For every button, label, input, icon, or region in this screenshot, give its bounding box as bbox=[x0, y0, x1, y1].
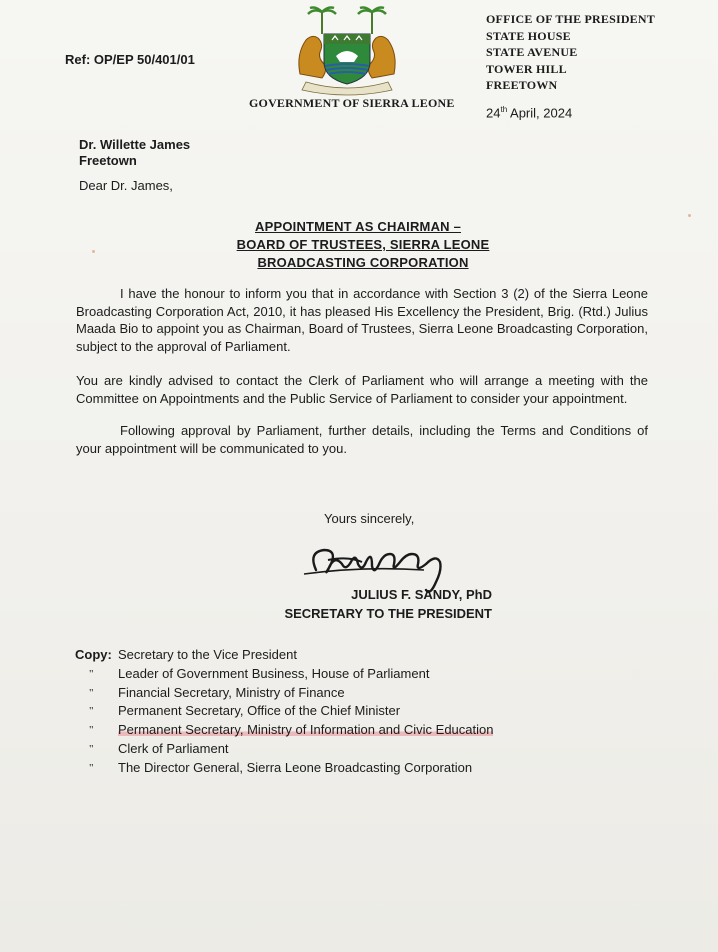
letter-date: 24th April, 2024 bbox=[486, 105, 573, 121]
paper-speck bbox=[688, 214, 691, 217]
body-paragraph: You are kindly advised to contact the Clerk of Parliament who will arrange a meeting with the Committee on Appointments and the Public Service of Parliament to consider your appointment. bbox=[76, 373, 648, 406]
copy-row bbox=[75, 740, 493, 759]
office-line: STATE AVENUE bbox=[486, 45, 578, 59]
valediction: Yours sincerely, bbox=[324, 511, 415, 526]
office-line: OFFICE OF THE PRESIDENT bbox=[486, 12, 655, 26]
copy-recipient: Permanent Secretary, Office of the Chief Minister bbox=[118, 703, 401, 719]
ditto-mark: " bbox=[89, 686, 94, 699]
sierra-leone-coat-of-arms-icon bbox=[292, 4, 402, 96]
ditto-mark: " bbox=[89, 667, 94, 680]
signatory-title: SECRETARY TO THE PRESIDENT bbox=[284, 606, 492, 621]
reference-number: Ref: OP/EP 50/401/01 bbox=[65, 52, 195, 67]
copy-recipient-highlighted: Permanent Secretary, Ministry of Information and Civic Education bbox=[118, 721, 493, 740]
copy-row bbox=[75, 702, 493, 721]
ditto-mark: " bbox=[89, 761, 94, 774]
addressee-name: Dr. Willette James bbox=[79, 137, 191, 152]
subject-line: APPOINTMENT AS CHAIRMAN – bbox=[254, 219, 462, 234]
copy-row bbox=[75, 684, 493, 703]
body-paragraph: I have the honour to inform you that in accordance with Section 3 (2) of the Sierra Leone Broadcasting Corporation Act, 2010, it has pleased His Excellency the President, Brig. (Rtd.) Julius Maada Bio to appoint you as Chairman, Board of Trustees, Sierra Leone Broadcasting Corporation, subject to the approval of Parliament. bbox=[76, 286, 648, 354]
copy-recipient: The Director General, Sierra Leone Broadcasting Corporation bbox=[118, 759, 473, 775]
signatory-block bbox=[276, 585, 492, 623]
government-title: GOVERNMENT OF SIERRA LEONE bbox=[249, 96, 455, 110]
copy-row bbox=[75, 646, 493, 665]
copy-row bbox=[75, 721, 493, 740]
ditto-mark: " bbox=[89, 724, 94, 737]
office-line: FREETOWN bbox=[486, 78, 558, 92]
copy-recipient: Financial Secretary, Ministry of Finance bbox=[118, 684, 345, 700]
copy-row bbox=[75, 759, 493, 778]
subject-line: BROADCASTING CORPORATION bbox=[257, 255, 469, 270]
subject-line: BOARD OF TRUSTEES, SIERRA LEONE bbox=[236, 237, 490, 252]
signatory-name: JULIUS F. SANDY, PhD bbox=[351, 587, 492, 602]
copy-label: Copy: bbox=[75, 647, 112, 662]
ditto-mark: " bbox=[89, 705, 94, 718]
copy-row bbox=[75, 665, 493, 684]
copy-list bbox=[75, 646, 493, 778]
copy-recipient: Leader of Government Business, House of Parliament bbox=[118, 665, 430, 681]
body-paragraph: Following approval by Parliament, further details, including the Terms and Conditions of your appointment will be communicated to you. bbox=[76, 423, 648, 456]
office-line: TOWER HILL bbox=[486, 61, 567, 76]
salutation: Dear Dr. James, bbox=[79, 178, 173, 193]
subject-heading bbox=[0, 218, 718, 272]
copy-recipient: Secretary to the Vice President bbox=[118, 647, 297, 662]
copy-recipient: Clerk of Parliament bbox=[118, 740, 229, 756]
addressee bbox=[79, 137, 190, 169]
ditto-mark: " bbox=[89, 742, 94, 755]
addressee-city: Freetown bbox=[79, 153, 137, 168]
office-line: STATE HOUSE bbox=[486, 28, 571, 43]
office-address bbox=[486, 11, 655, 94]
